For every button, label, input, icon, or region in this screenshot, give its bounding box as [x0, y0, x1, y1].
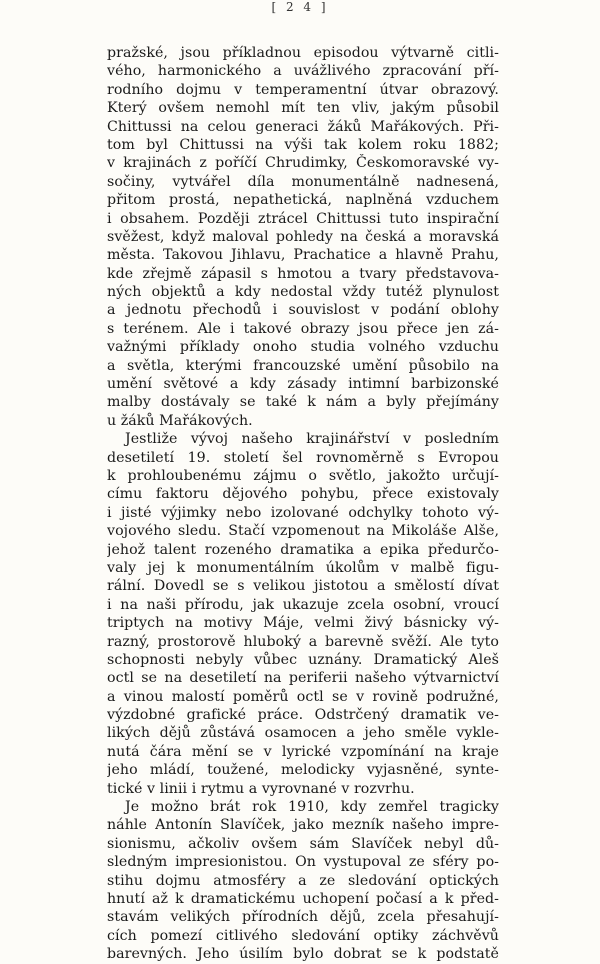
text-line: Je možno brát rok 1910, kdy zemřel tragicky	[125, 799, 499, 816]
text-line: tom byl Chittussi na výši tak kolem roku 1882;	[107, 136, 499, 153]
text-line: Jestliže vývoj našeho krajinářství v posledním	[125, 431, 499, 448]
text-line: jehož talent rozeného dramatika a epika předurčo-	[107, 541, 499, 558]
text-line: Chittussi na celou generaci žáků Mařákových. Při-	[107, 118, 499, 135]
text-line: k prohloubenému zájmu o světlo, jakožto určují-	[107, 467, 499, 484]
text-line: sočiny, vytvářel díla monumentálně nadnesená,	[107, 173, 499, 190]
text-line: a vinou malostí poměrů octl se v rovině podružné,	[107, 688, 499, 705]
text-line: rodního dojmu v temperamentní útvar obrazový.	[107, 81, 499, 98]
text-line: u žáků Mařákových.	[107, 412, 253, 429]
text-line: ných objektů a kdy nedostal vždy tutéž plynulost	[107, 284, 499, 301]
text-line: važnými příklady onoho studia volného vzduchu	[107, 339, 499, 356]
page-number: [ 2 4 ]	[271, 0, 329, 14]
text-line: i na naši přírodu, jak ukazuje zcela osobní, vroucí	[107, 596, 499, 613]
text-line: sledným impresionistou. On vystupoval ze sféry po-	[107, 854, 499, 871]
text-line: města. Takovou Jihlavu, Prachatice a hlavně Prahu,	[107, 247, 499, 264]
text-line: barevných. Jeho úsilím bylo dobrat se k podstatě	[107, 946, 499, 963]
text-line: vého, harmonického a uvážlivého zpracování pří-	[107, 63, 499, 80]
text-line: a světla, kterými francouzské umění působilo na	[107, 357, 499, 374]
body-text	[107, 44, 499, 964]
text-line: nutá čára mění se v lyrické vzpomínání na kraje	[107, 743, 499, 760]
text-line: rální. Dovedl se s velikou jistotou a smělostí dívat	[107, 578, 499, 595]
text-line: přitom prostá, nepathetická, naplněná vzduchem	[107, 192, 499, 209]
text-line: sionismu, ačkoliv ovšem sám Slavíček nebyl dů-	[107, 835, 499, 852]
text-line: i obsahem. Později ztrácel Chittussi tuto inspirační	[107, 210, 499, 227]
text-line: címu faktoru dějového pohybu, přece existovaly	[107, 486, 499, 503]
text-line: výzdobné grafické práce. Odstrčený dramatik ve-	[107, 707, 499, 724]
text-line: pražské, jsou příkladnou episodou výtvarně citli-	[107, 45, 499, 61]
text-line: vojového sledu. Stačí vzpomenout na Mikoláše Alše,	[107, 523, 499, 540]
text-line: tické v linii i rytmu a vyrovnané v rozvrhu.	[107, 780, 415, 797]
text-line: umění světové a kdy zásady intimní barbizonské	[107, 376, 499, 393]
text-line: triptych na motivy Máje, velmi živý básnicky vý-	[107, 615, 499, 632]
text-line: kde zřejmě zápasil s hmotou a tvary představova-	[107, 265, 499, 282]
text-line: cích pomezí citlivého sledování optiky záchvěvů	[107, 927, 499, 944]
text-line: stavám velikých přírodních dějů, zcela přesahují-	[107, 909, 499, 926]
text-line: desetiletí 19. století šel rovnoměrně s Evropou	[107, 449, 499, 466]
text-line: s terénem. Ale i takové obrazy jsou přece jen zá-	[107, 320, 499, 337]
text-line: jeho mládí, toužené, melodicky vyjasněné, synte-	[107, 762, 499, 779]
text-line: náhle Antonín Slavíček, jako mezník našeho impre-	[107, 817, 499, 834]
text-line: v krajinách z poříčí Chrudimky, Českomoravské vy-	[107, 155, 499, 172]
text-line: Který ovšem nemohl mít ten vliv, jakým působil	[107, 100, 499, 117]
text-line: a jednotu přechodů i souvislost v podání oblohy	[107, 302, 499, 319]
text-line: i jisté výjimky nebo izolované odchylky tohoto vý-	[107, 504, 499, 521]
text-line: octl se na desetiletí na periferii našeho výtvarnictví	[107, 670, 499, 687]
text-line: hnutí až k dramatickému uchopení počasí a k před-	[107, 890, 499, 907]
text-line: valy jej k monumentálním úkolům v malbě figu-	[107, 559, 499, 576]
text-line: stihu dojmu atmosféry a ze sledování optických	[107, 872, 499, 889]
text-line: likých dějů zůstává osamocen a jeho směle vykle-	[107, 725, 499, 742]
text-line: schopnosti nebyly vůbec uznány. Dramatický Aleš	[107, 651, 499, 668]
text-line: malby dostávaly se také k nám a byly přejímány	[107, 394, 499, 411]
text-line: svěžest, když maloval pohledy na česká a moravská	[107, 228, 499, 245]
text-line: razný, prostorově hluboký a barevně svěží. Ale tyto	[107, 633, 499, 650]
